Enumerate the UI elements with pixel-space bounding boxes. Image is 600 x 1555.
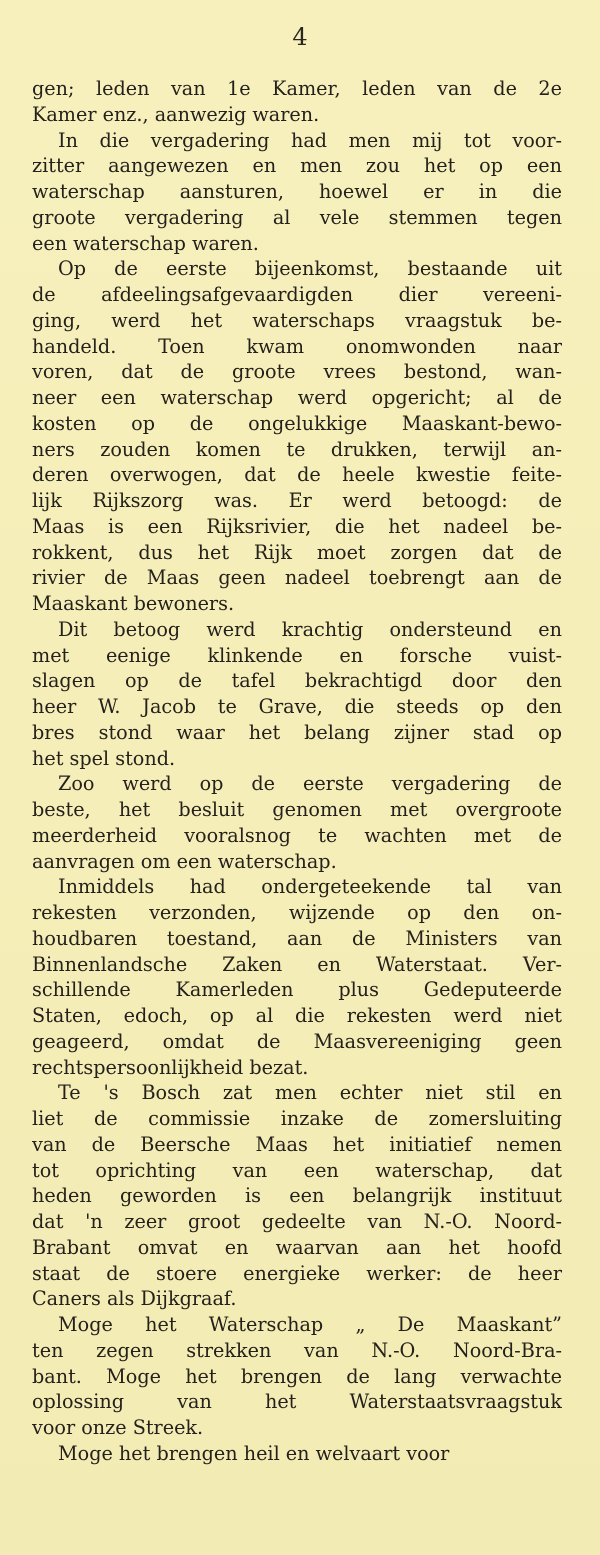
text-line: gen; leden van 1e Kamer, leden van de 2e bbox=[32, 77, 562, 100]
text-line: geageerd, omdat de Maasvereeniging geen bbox=[32, 1029, 562, 1053]
text-line: liet de commissie inzake de zomersluiting bbox=[32, 1107, 562, 1130]
text-line: ners zouden komen te drukken, terwijl an- bbox=[32, 437, 562, 461]
text-line: rivier de Maas geen nadeel toebrengt aan de bbox=[32, 566, 562, 590]
text-line: Binnenlandsche Zaken en Waterstaat. Ver- bbox=[32, 952, 562, 976]
text-line: aanvragen om een waterschap. bbox=[32, 849, 337, 873]
body-text bbox=[32, 76, 562, 1467]
text-line: ten zegen strekken van N.-O. Noord-Bra- bbox=[32, 1338, 562, 1362]
text-line: Maas is een Rijksrivier, die het nadeel be- bbox=[32, 514, 562, 538]
text-line: Maaskant bewoners. bbox=[32, 592, 235, 615]
text-line: handeld. Toen kwam onomwonden naar bbox=[32, 334, 562, 358]
page-number: 4 bbox=[292, 23, 308, 51]
text-line: voren, dat de groote vrees bestond, wan- bbox=[32, 360, 562, 384]
text-line: waterschap aansturen, hoewel er in die bbox=[32, 180, 562, 203]
text-line: tot oprichting van een waterschap, dat bbox=[32, 1158, 562, 1182]
text-line: rekesten verzonden, wijzende op den on- bbox=[32, 901, 562, 924]
text-line: slagen op de tafel bekrachtigd door den bbox=[32, 669, 562, 693]
text-line: Te 's Bosch zat men echter niet stil en bbox=[58, 1081, 562, 1105]
text-line: Kamer enz., aanwezig waren. bbox=[32, 102, 320, 126]
text-line: heer W. Jacob te Grave, die steeds op den bbox=[32, 695, 562, 718]
text-line: groote vergadering al vele stemmen tegen bbox=[32, 205, 562, 229]
text-line: kosten op de ongelukkige Maaskant-bewo- bbox=[32, 411, 562, 435]
text-line: Op de eerste bijeenkomst, bestaande uit bbox=[58, 257, 562, 281]
text-line: een waterschap waren. bbox=[32, 231, 259, 255]
text-line: Inmiddels had ondergeteekende tal van bbox=[58, 875, 562, 899]
text-line: dat 'n zeer groot gedeelte van N.-O. Noord- bbox=[32, 1210, 562, 1233]
text-line: neer een waterschap werd opgericht; al de bbox=[32, 386, 562, 409]
text-line: met eenige klinkende en forsche vuist- bbox=[32, 643, 562, 667]
text-line: Moge het Waterschap „ De Maaskant” bbox=[58, 1313, 562, 1336]
text-line: Zoo werd op de eerste vergadering de bbox=[58, 772, 562, 796]
text-line: In die vergadering had men mij tot voor- bbox=[58, 128, 562, 152]
text-line: bres stond waar het belang zijner stad op bbox=[32, 720, 562, 744]
text-line: lijk Rijkszorg was. Er werd betoogd: de bbox=[32, 489, 562, 512]
text-line: Brabant omvat en waarvan aan het hoofd bbox=[32, 1235, 562, 1259]
text-line: meerderheid vooralsnog te wachten met de bbox=[32, 823, 562, 847]
text-line: deren overwogen, dat de heele kwestie feite- bbox=[32, 463, 562, 487]
text-line: staat de stoere energieke werker: de heer bbox=[32, 1261, 562, 1285]
text-line: Dit betoog werd krachtig ondersteund en bbox=[58, 617, 562, 641]
text-line: bant. Moge het brengen de lang verwachte bbox=[32, 1364, 562, 1388]
text-line: schillende Kamerleden plus Gedeputeerde bbox=[32, 978, 562, 1002]
text-line: heden geworden is een belangrijk instituut bbox=[32, 1184, 562, 1208]
text-line: Caners als Dijkgraaf. bbox=[32, 1287, 237, 1311]
text-line: zitter aangewezen en men zou het op een bbox=[32, 154, 562, 178]
text-line: oplossing van het Waterstaatsvraagstuk bbox=[32, 1390, 562, 1414]
text-line: rechtspersoonlijkheid bezat. bbox=[32, 1055, 309, 1079]
text-line: beste, het besluit genomen met overgroote bbox=[32, 798, 562, 821]
text-line: Moge het brengen heil en welvaart voor bbox=[58, 1441, 450, 1465]
text-line: houdbaren toestand, aan de Ministers van bbox=[32, 926, 562, 950]
text-line: voor onze Streek. bbox=[32, 1416, 204, 1439]
text-line: rokkent, dus het Rijk moet zorgen dat de bbox=[32, 540, 562, 564]
text-line: de afdeelingsafgevaardigden dier vereeni- bbox=[32, 283, 562, 306]
text-line: het spel stond. bbox=[32, 746, 176, 770]
text-line: Staten, edoch, op al die rekesten werd niet bbox=[32, 1004, 562, 1027]
text-line: van de Beersche Maas het initiatief nemen bbox=[32, 1132, 562, 1156]
text-line: ging, werd het waterschaps vraagstuk be- bbox=[32, 308, 562, 332]
